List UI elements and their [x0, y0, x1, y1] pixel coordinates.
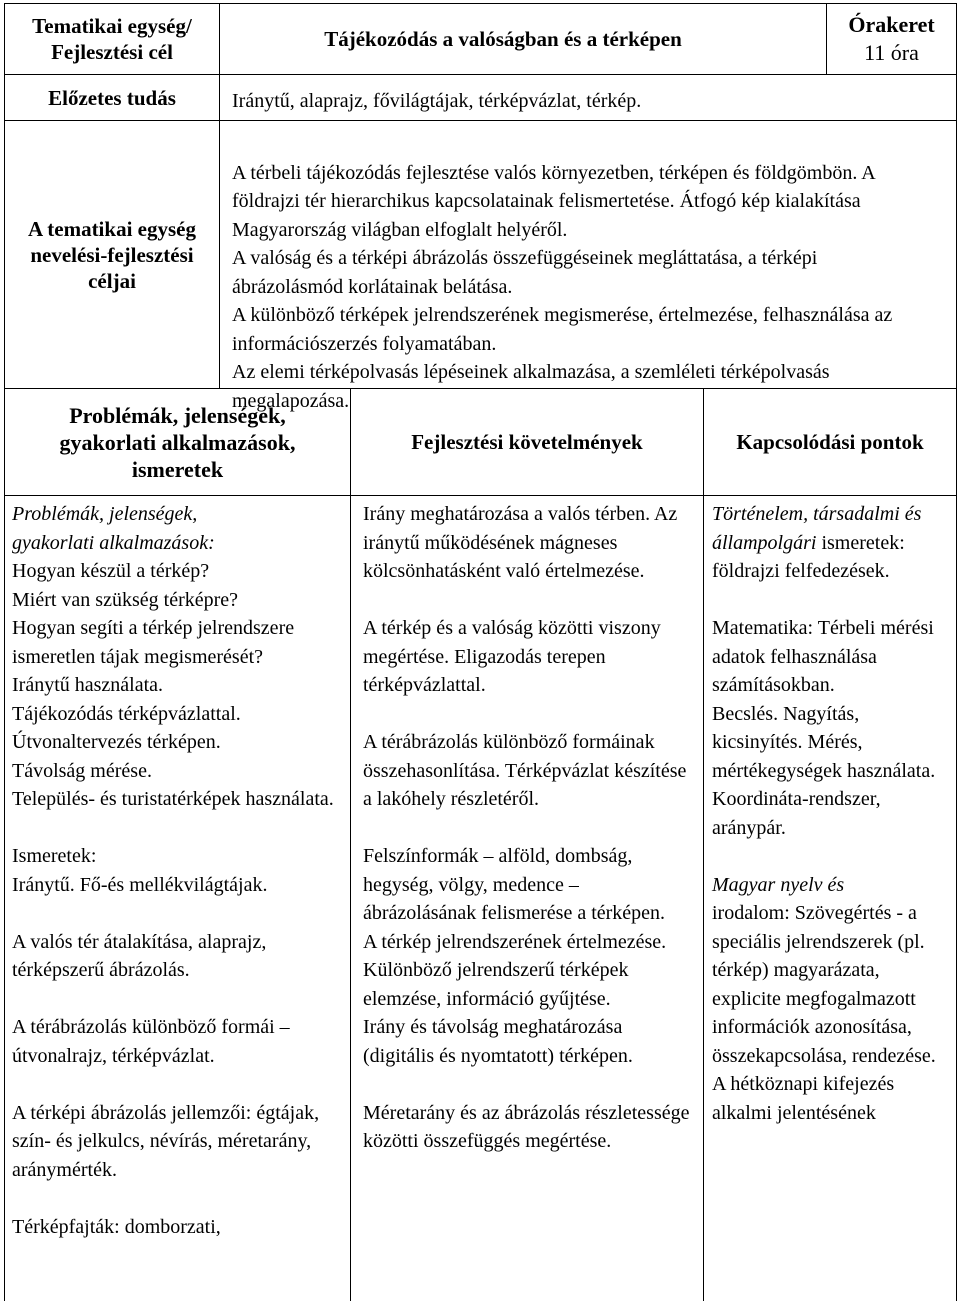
- goals-label: A tematikai egység nevelési-fejlesztési céljai: [28, 216, 196, 293]
- link-math-text: : Térbeli mérési adatok felhasználása számításokban. Becslés. Nagyítás, kicsinyítés. Mérés, mértékegységek használata. Koordináta-rendszer, aránypár.: [712, 617, 936, 839]
- col-header-requirements: [350, 388, 704, 496]
- goals-label-cell: [4, 120, 220, 389]
- link-history-text: ismeretek: földrajzi felfedezések.: [712, 531, 905, 582]
- knowledge-heading: Ismeretek:: [12, 845, 97, 867]
- knowledge-item: Térképfajták: domborzati,: [12, 1215, 221, 1238]
- hours-label: Órakeret: [848, 12, 935, 37]
- link-literature: [712, 871, 952, 1128]
- prior-knowledge-label: Előzetes tudás: [48, 85, 176, 110]
- link-math-subject: Matematika: [712, 617, 808, 639]
- unit-title-cell: [219, 3, 827, 75]
- prior-knowledge-label-cell: [4, 74, 220, 121]
- links-cell: [703, 495, 957, 1301]
- prior-knowledge-cell: [219, 74, 957, 121]
- col-header-links-text: Kapcsolódási pontok: [736, 430, 924, 454]
- knowledge-item: Iránytű. Fő-és mellékvilágtájak.: [12, 873, 268, 896]
- requirement-item: Irány meghatározása a valós térben. Az iránytű működésének mágneses kölcsönhatásként való értelmezése.: [363, 503, 678, 582]
- requirement-item: Méretarány és az ábrázolás részletessége közötti összefüggés megértése.: [363, 1101, 690, 1152]
- goals-text: A térbeli tájékozódás fejlesztése valós környezetben, térképen és földgömbön. A földrajzi tér hierarchikus kapcsolatainak felismertetése. Átfogó kép kialakítása Magyarország világban elfoglalt helyéről. A valóság és a térképi ábrázolás összefüggéseinek megláttatása, a térképi ábrázolásmód korlátainak belátása. A különböző térképek jelrendszerének megismerése, értelmezése, felhasználása az információszerzés folyamatában. Az elemi térképolvasás lépéseinek alkalmazása, a szemléleti térképolvasás megalapozása.: [232, 161, 893, 412]
- unit-label-cell: [4, 3, 220, 75]
- prior-knowledge-text: Iránytű, alaprajz, fővilágtájak, térképvázlat, térkép.: [232, 90, 642, 112]
- hours-cell: [826, 3, 957, 75]
- knowledge-item: A valós tér átalakítása, alaprajz, térképszerű ábrázolás.: [12, 930, 267, 981]
- curriculum-table: [4, 3, 957, 1301]
- problems-cell: [4, 495, 351, 1301]
- requirement-item: A térkép és a valóság közötti viszony megértése. Eligazodás terepen térképvázlattal.: [363, 617, 661, 696]
- requirements-cell: [350, 495, 704, 1301]
- col-header-requirements-text: Fejlesztési követelmények: [411, 430, 643, 454]
- knowledge-item: A térképi ábrázolás jellemzői: égtájak, szín- és jelkulcs, névírás, méretarány, aránymérték.: [12, 1101, 320, 1181]
- problems-list: Hogyan készül a térkép? Miért van szükség térképre? Hogyan segíti a térkép jelrendszere ismeretlen tájak megismerését? Iránytű használata. Tájékozódás térképvázlattal. Útvonaltervezés térképen. Távolság mérése. Település- és turistatérképek használata.: [12, 560, 334, 810]
- unit-title: Tájékozódás a valóságban és a térképen: [324, 27, 682, 51]
- requirement-item: Felszínformák – alföld, dombság, hegység, völgy, medence – ábrázolásának felismerése a térképen. A térkép jelrendszerének értelmezése. Különböző jelrendszerű térképek elemzése, információ gyűjtése. Irány és távolság meghatározása (digitális és nyomtatott) térképen.: [363, 845, 667, 1067]
- goals-cell: [219, 120, 957, 412]
- link-math: [712, 614, 952, 842]
- requirement-item: A térábrázolás különböző formáinak összehasonlítása. Térképvázlat készítése a lakóhely részletéről.: [363, 731, 687, 810]
- col-header-problems: [4, 388, 351, 496]
- problems-heading: Problémák, jelenségek, gyakorlati alkalmazások:: [12, 503, 215, 554]
- link-literature-subject: Magyar nyelv és: [712, 873, 845, 896]
- hours-value: 11 óra: [864, 40, 919, 65]
- knowledge-item: A térábrázolás különböző formái – útvonalrajz, térképvázlat.: [12, 1016, 290, 1067]
- unit-label: Tematikai egység/ Fejlesztési cél: [32, 14, 192, 64]
- link-history: [712, 500, 952, 586]
- col-header-problems-text: Problémák, jelenségek, gyakorlati alkalmazások, ismeretek: [59, 402, 296, 482]
- link-literature-text: irodalom: Szövegértés - a speciális jelrendszerek (pl. térkép) magyarázata, explicite megfogalmazott információk azonosítása, összekapcsolása, rendezése. A hétköznapi kifejezés alkalmi jelentésének: [712, 902, 936, 1124]
- link-history-subject: Történelem, társadalmi és állampolgári: [712, 503, 922, 554]
- col-header-links: [703, 388, 957, 496]
